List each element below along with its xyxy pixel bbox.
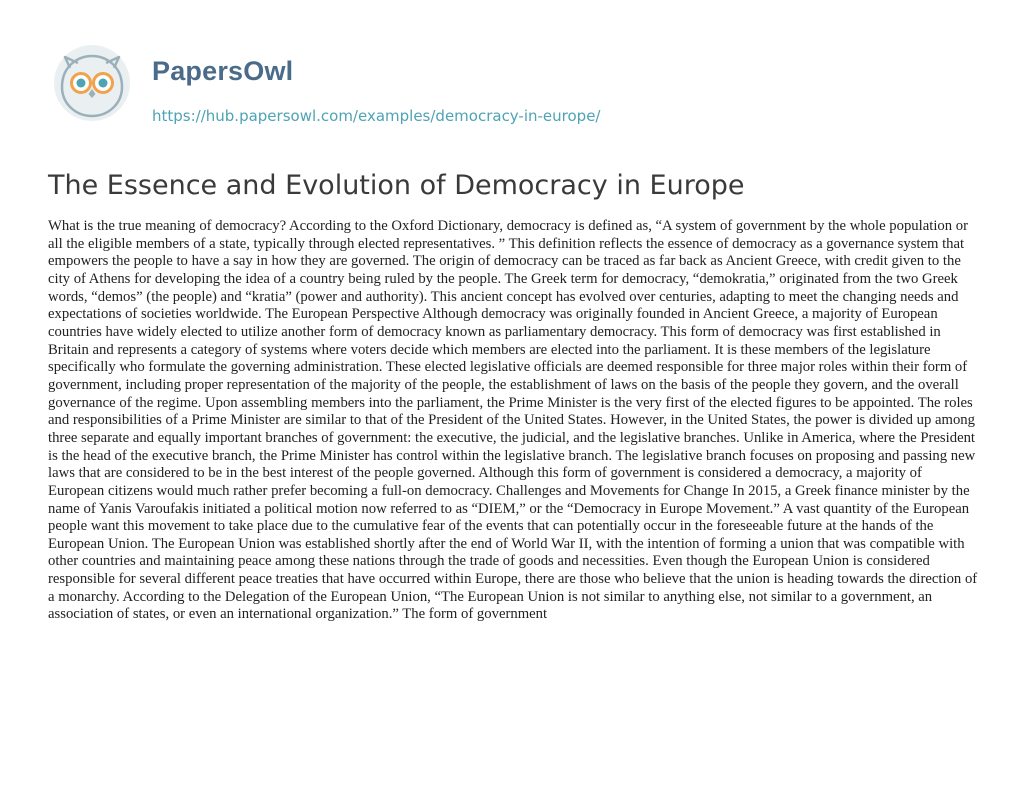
document-body: What is the true meaning of democracy? According to the Oxford Dictionary, democracy is defined as, “A system of government by the whole population or all the eligible members of a state, typically through elected representatives. ” This definition reflects the essence of democracy as a governance system that empowers the people to have a say in how they are governed. The origin of democracy can be traced as far back as Ancient Greece, with credit given to the city of Athens for developing the idea of a country being ruled by the people. The Greek term for democracy, “demokratia,” originated from the two Greek words, “demos” (the people) and “kratia” (power and authority). This ancient concept has evolved over centuries, adapting to meet the changing needs and expectations of societies worldwide. The European Perspective Although democracy was originally founded in Ancient Greece, a majority of European countries have widely elected to utilize another form of democracy known as parliamentary democracy. This form of democracy was first established in Britain and represents a category of systems where voters decide which members are elected into the parliament. It is these members of the legislature specifically who formulate the governing administration. These elected legislative officials are deemed responsible for three major roles within their form of government, including proper representation of the majority of the people, the establishment of laws on the basis of the people they govern, and the overall governance of the regime. Upon assembling members into the parliament, the Prime Minister is the very first of the elected figures to be appointed. The roles and responsibilities of a Prime Minister are similar to that of the President of the United States. However, in the United States, the power is divided up among three separate and equally important branches of government: the executive, the judicial, and the legislative branches. Unlike in America, where the President is the head of the executive branch, the Prime Minister has control within the legislative branch. The legislative branch focuses on proposing and passing new laws that are considered to be in the best interest of the people governed. Although this form of government is considered a democracy, a majority of European citizens would much rather prefer becoming a full-on democracy. Challenges and Movements for Change In 2015, a Greek finance minister by the name of Yanis Varoufakis initiated a political motion now referred to as “DIEM,” or the “Democracy in Europe Movement.” A vast quantity of the European people want this movement to take place due to the cumulative fear of the events that can potentially occur in the foreseeable future at the hands of the European Union. The European Union was established shortly after the end of World War II, with the intention of forming a union that was compatible with other countries and maintaining peace among these nations through the trade of goods and necessities. Even though the European Union is considered responsible for several different peace treaties that have occurred within Europe, there are those who believe that the union is heading towards the direction of a monarchy. According to the Delegation of the European Union, “The European Union is not similar to anything else, not similar to a government, an association of states, or even an international organization.” The form of government — [48, 218, 978, 623]
brand-name[interactable]: PapersOwl — [152, 56, 294, 86]
document-title: The Essence and Evolution of Democracy in Europe — [48, 170, 745, 201]
papersowl-logo-icon[interactable] — [48, 38, 136, 128]
source-url-link[interactable]: https://hub.papersowl.com/examples/democracy-in-europe/ — [152, 107, 601, 125]
site-header — [48, 38, 748, 138]
